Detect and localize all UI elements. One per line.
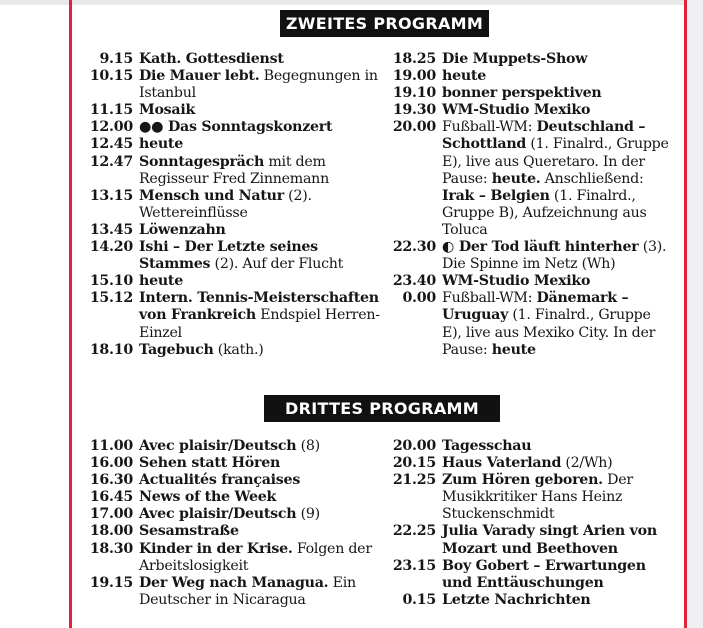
listing-column <box>84 438 380 609</box>
program-title: Mensch und Natur <box>139 187 284 204</box>
section-banner-zweites-programm: ZWEITES PROGRAMM <box>280 10 489 37</box>
program-detail: Fußball-WM: <box>442 119 537 136</box>
program-title: Kinder in der Krise. <box>139 540 293 557</box>
program-title: Ishi – Der Letzte seines Stammes <box>139 239 318 273</box>
section-banner-drittes-programm: DRITTES PROGRAMM <box>264 395 500 422</box>
program-description <box>139 51 380 68</box>
program-detail: (1. Finalrd., Gruppe E), live aus Queretaro. In der Pause: <box>442 136 669 187</box>
program-entry <box>84 575 380 609</box>
program-title: Actualités françaises <box>139 472 301 489</box>
program-description <box>139 273 380 290</box>
program-description <box>442 102 674 119</box>
program-entry <box>84 102 380 119</box>
program-title: Avec plaisir/Deutsch <box>139 506 297 523</box>
program-entry <box>387 558 674 592</box>
program-detail: Folgen der Arbeitslosigkeit <box>139 540 372 574</box>
program-description <box>139 575 380 609</box>
program-description <box>139 119 380 136</box>
program-time: 12.45 <box>89 136 133 153</box>
program-description <box>139 290 380 341</box>
program-time: 19.15 <box>89 574 133 591</box>
program-title: Julia Varady singt Arien von Mozart und Beethoven <box>442 523 657 557</box>
program-entry <box>387 102 674 119</box>
program-entry <box>84 188 380 222</box>
program-description <box>442 119 674 239</box>
program-detail: (2). Wettereinflüsse <box>139 187 312 221</box>
program-title: Sehen statt Hören <box>139 455 281 472</box>
program-title: News of the Week <box>139 489 277 506</box>
program-entry <box>387 592 674 609</box>
program-title: Kath. Gottesdienst <box>139 51 284 67</box>
listing-column <box>387 438 674 609</box>
program-time: 22.30 <box>392 239 436 256</box>
program-entry <box>84 154 380 188</box>
program-time: 21.25 <box>392 472 436 489</box>
program-description <box>442 290 674 358</box>
program-time: 0.00 <box>402 290 436 307</box>
program-time: 17.00 <box>89 506 133 523</box>
program-description <box>139 455 380 472</box>
program-time: 20.00 <box>392 438 436 454</box>
program-title: Letzte Nachrichten <box>442 591 591 608</box>
program-title: WM-Studio Mexiko <box>442 273 591 290</box>
program-time: 19.30 <box>392 102 436 119</box>
program-title: Avec plaisir/Deutsch <box>139 438 297 454</box>
program-detail: Ein Deutscher in Nicaragua <box>139 574 356 608</box>
program-description <box>139 136 380 153</box>
program-entry <box>387 85 674 102</box>
program-description <box>442 472 674 523</box>
program-entry <box>84 290 380 341</box>
program-entry <box>84 342 380 359</box>
listing-column <box>387 51 674 359</box>
program-entry <box>84 541 380 575</box>
program-entry <box>387 290 674 358</box>
program-entry <box>84 136 380 153</box>
program-description <box>139 188 380 222</box>
program-time: 16.30 <box>89 472 133 489</box>
program-title: Deutschland – Schottland <box>442 119 646 153</box>
program-title: Intern. Tennis-Meisterschaften von Frankreich <box>139 290 379 324</box>
program-description <box>139 102 380 119</box>
program-time: 16.45 <box>89 489 133 506</box>
program-time: 19.10 <box>392 85 436 102</box>
program-description <box>442 523 674 557</box>
program-entry <box>84 222 380 239</box>
program-entry <box>84 455 380 472</box>
program-entry <box>84 523 380 540</box>
program-description <box>442 85 674 102</box>
program-title: heute <box>139 136 183 153</box>
program-detail: (2). Auf der Flucht <box>210 256 344 273</box>
program-entry <box>84 489 380 506</box>
program-entry <box>84 438 380 455</box>
program-detail: (1. Finalrd., Gruppe E), live aus Mexiko City. In der Pause: <box>442 307 656 358</box>
program-time: 14.20 <box>89 239 133 256</box>
program-time: 9.15 <box>99 51 133 67</box>
program-entry <box>84 472 380 489</box>
program-title: Irak – Belgien <box>442 187 550 204</box>
program-title: bonner perspektiven <box>442 85 602 102</box>
program-entry <box>84 68 380 102</box>
program-description <box>139 506 380 523</box>
program-description <box>442 592 674 609</box>
program-time: 13.45 <box>89 221 133 238</box>
program-time: 20.15 <box>392 455 436 472</box>
program-detail: Der Musikkritiker Hans Heinz Stuckenschmidt <box>442 472 633 523</box>
program-time: 12.47 <box>89 153 133 170</box>
program-time: 13.15 <box>89 187 133 204</box>
program-entry <box>387 273 674 290</box>
program-entry <box>84 506 380 523</box>
program-title: ◐ Der Tod läuft hinterher <box>442 239 639 256</box>
program-description <box>139 438 380 455</box>
program-title: Die Mauer lebt. <box>139 68 260 85</box>
program-entry <box>387 239 674 273</box>
program-time: 11.00 <box>89 438 133 454</box>
program-entry <box>387 523 674 557</box>
program-entry <box>387 438 674 455</box>
program-time: 15.10 <box>89 273 133 290</box>
program-entry <box>84 273 380 290</box>
program-title: Der Weg nach Managua. <box>139 574 329 591</box>
program-time: 16.00 <box>89 455 133 472</box>
program-time: 19.00 <box>392 68 436 85</box>
program-time: 15.12 <box>89 290 133 307</box>
program-title: Haus Vaterland <box>442 455 562 472</box>
program-detail: (3). Die Spinne im Netz (Wh) <box>442 239 667 273</box>
program-time: 20.00 <box>392 119 436 136</box>
program-description <box>442 273 674 290</box>
program-title: heute <box>491 341 536 358</box>
program-title: WM-Studio Mexiko <box>442 102 591 119</box>
program-detail: (8) <box>296 438 320 454</box>
program-time: 18.10 <box>89 341 133 358</box>
program-detail: (2/Wh) <box>561 455 613 472</box>
program-detail: (1. Finalrd., Gruppe B), Aufzeichnung aus Toluca <box>442 187 647 238</box>
program-entry <box>387 455 674 472</box>
program-description <box>442 558 674 592</box>
program-title: ●● Das Sonntagskonzert <box>139 119 333 136</box>
program-description <box>139 154 380 188</box>
program-description <box>139 222 380 239</box>
program-title: Tagebuch <box>139 341 214 358</box>
program-description <box>139 541 380 575</box>
program-entry <box>84 119 380 136</box>
program-title: Zum Hören geboren. <box>442 472 603 489</box>
program-entry <box>387 68 674 85</box>
program-description <box>139 342 380 359</box>
program-entry <box>84 51 380 68</box>
program-time: 18.30 <box>89 540 133 557</box>
program-title: Die Muppets-Show <box>442 51 588 67</box>
program-time: 18.25 <box>392 51 436 67</box>
program-description <box>442 455 674 472</box>
program-description <box>442 438 674 455</box>
program-description <box>139 489 380 506</box>
program-detail: mit dem Regisseur Fred Zinnemann <box>139 153 329 187</box>
program-entry <box>84 239 380 273</box>
program-detail: Anschließend: <box>540 170 644 187</box>
left-margin-rule <box>69 0 72 628</box>
program-title: Löwenzahn <box>139 221 226 238</box>
program-time: 22.25 <box>392 523 436 540</box>
program-entry <box>387 119 674 239</box>
program-description <box>442 239 674 273</box>
program-description <box>442 51 674 68</box>
program-detail: (kath.) <box>213 341 264 358</box>
program-description <box>139 472 380 489</box>
program-time: 0.15 <box>402 591 436 608</box>
program-description <box>442 68 674 85</box>
program-detail: Fußball-WM: <box>442 290 537 307</box>
program-title: Tagesschau <box>442 438 532 454</box>
listing-column <box>84 51 380 359</box>
program-entry <box>387 51 674 68</box>
program-title: Sonntagespräch <box>139 153 265 170</box>
program-time: 11.15 <box>89 102 133 119</box>
program-title: Boy Gobert – Erwartungen und Enttäuschungen <box>442 557 646 591</box>
program-time: 10.15 <box>89 68 133 85</box>
program-time: 23.40 <box>392 273 436 290</box>
program-title: Dänemark – Uruguay <box>442 290 629 324</box>
program-title: Sesamstraße <box>139 523 239 540</box>
page-right-edge <box>687 0 703 628</box>
program-description <box>139 239 380 273</box>
program-description <box>139 523 380 540</box>
program-title: heute. <box>491 170 541 187</box>
program-title: heute <box>442 68 486 85</box>
program-time: 23.15 <box>392 557 436 574</box>
program-detail: Begegnungen in Istanbul <box>139 68 378 102</box>
program-detail: Endspiel Herren-Einzel <box>139 307 380 341</box>
program-time: 12.00 <box>89 119 133 136</box>
program-title: heute <box>139 273 183 290</box>
page-top-edge <box>0 0 703 5</box>
program-description <box>139 68 380 102</box>
program-entry <box>387 472 674 523</box>
program-detail: (9) <box>296 506 320 523</box>
program-time: 18.00 <box>89 523 133 540</box>
program-title: Mosaik <box>139 102 196 119</box>
